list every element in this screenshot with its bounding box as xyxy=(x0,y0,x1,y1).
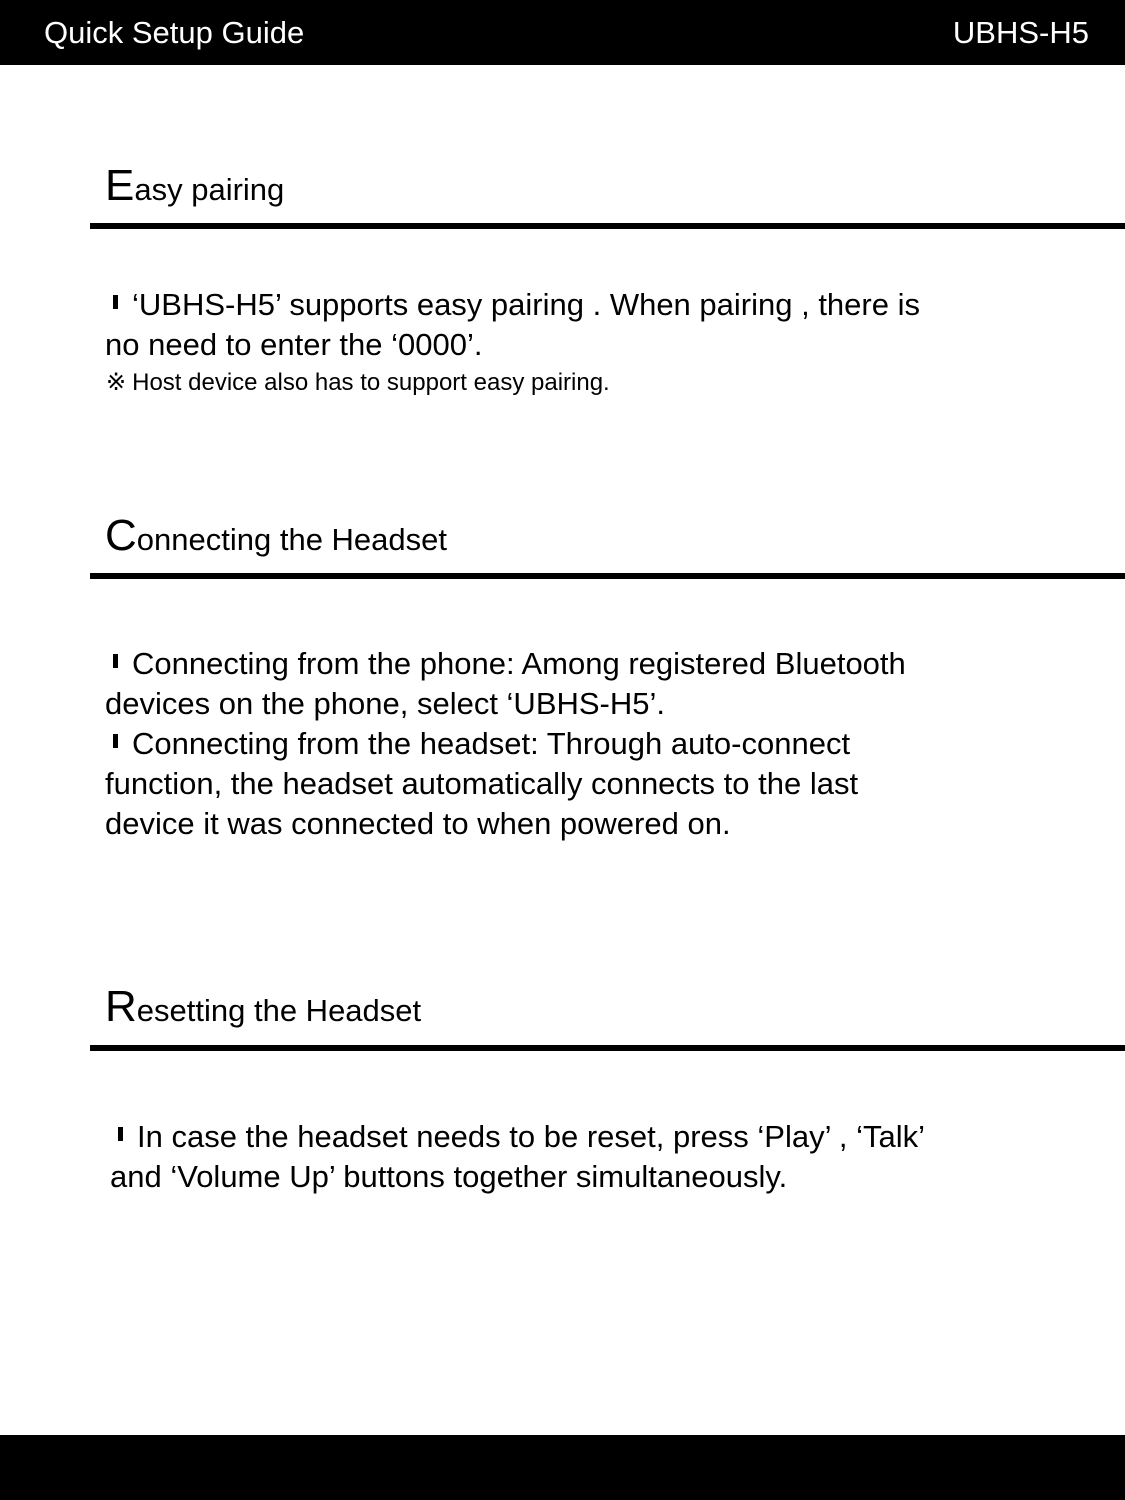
paragraph-easy-pairing xyxy=(105,285,920,365)
section-divider xyxy=(90,223,1125,229)
section-divider xyxy=(90,573,1125,579)
section-heading-easy-pairing xyxy=(105,162,284,214)
paragraph-line: device it was connected to when powered on. xyxy=(105,806,731,841)
paragraph-line: ‘UBHS-H5’ supports easy pairing . When pairing , there is xyxy=(105,285,920,325)
section-divider xyxy=(90,1045,1125,1051)
footer-bar xyxy=(0,1435,1125,1500)
heading-initial: E xyxy=(105,161,135,210)
bullet-icon xyxy=(113,654,118,668)
bullet-icon xyxy=(118,1127,123,1141)
header-bar xyxy=(0,0,1125,65)
paragraph-line: devices on the phone, select ‘UBHS-H5’. xyxy=(105,686,666,721)
paragraph-resetting xyxy=(110,1117,925,1197)
section-heading-resetting xyxy=(105,983,421,1035)
note-easy-pairing xyxy=(106,368,610,398)
paragraph-line: function, the headset automatically connects to the last xyxy=(105,766,859,801)
section-heading-connecting xyxy=(105,512,447,564)
paragraph-line: and ‘Volume Up’ buttons together simultaneously. xyxy=(110,1159,788,1194)
paragraph-line: Connecting from the phone: Among registered Bluetooth xyxy=(105,644,906,684)
paragraph-connecting xyxy=(105,644,906,844)
bullet-icon xyxy=(113,734,118,748)
heading-initial: R xyxy=(105,982,137,1031)
paragraph-line: no need to enter the ‘0000’. xyxy=(105,327,483,362)
heading-initial: C xyxy=(105,511,137,560)
document-title: Quick Setup Guide xyxy=(44,15,305,50)
heading-rest: onnecting the Headset xyxy=(136,522,448,557)
paragraph-line: Connecting from the headset: Through auto-connect xyxy=(105,724,906,764)
model-name: UBHS-H5 xyxy=(952,15,1089,50)
heading-rest: asy pairing xyxy=(134,172,285,207)
bullet-icon xyxy=(113,295,118,309)
paragraph-line: In case the headset needs to be reset, press ‘Play’ , ‘Talk’ xyxy=(110,1117,925,1157)
heading-rest: esetting the Headset xyxy=(136,993,422,1028)
reference-mark-icon: ※ xyxy=(106,369,127,396)
note-text: Host device also has to support easy pairing. xyxy=(132,369,610,396)
